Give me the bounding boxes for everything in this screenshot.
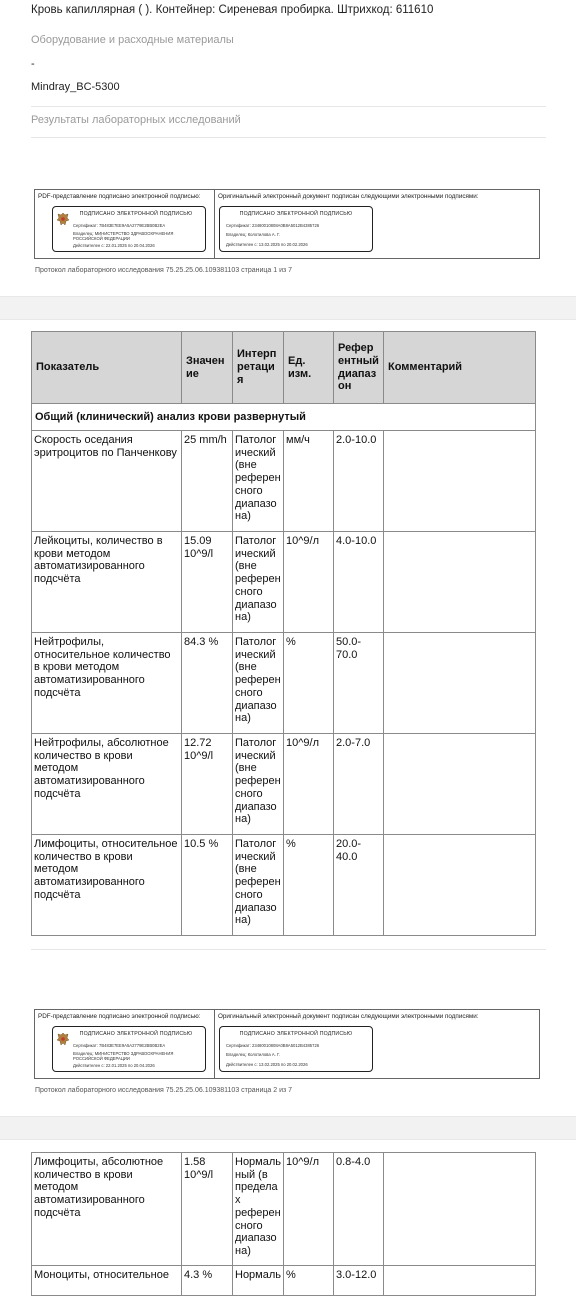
specimen-line: Кровь капиллярная ( ). Контейнер: Сиреневая пробирка. Штрихкод: 611610 [31,4,434,16]
divider [31,106,546,107]
stamp-title: ПОДПИСАНО ЭЛЕКТРОННОЙ ПОДПИСЬЮ [239,1031,353,1037]
table-row [32,734,536,835]
signature-block [34,1009,540,1079]
col-header-name: Показатель [32,332,182,404]
stamp-cert: Сертификат: 7B483E7EE9A5A2779E2BB0B2EA [73,1043,166,1048]
cell-value: 15.09 10^9/l [182,532,233,633]
cell-value: 1.58 10^9/l [182,1153,233,1266]
results-section-title: Результаты лабораторных исследований [31,114,241,126]
page-footer: Протокол лабораторного исследования 75.25.25.06.109381103 страница 1 из 7 [35,267,293,274]
page-footer: Протокол лабораторного исследования 75.25.25.06.109381103 страница 2 из 7 [35,1087,293,1094]
table-row [32,835,536,936]
stamp-cert: Сертификат: 23460010808A0B8A5012B4385726 [226,1043,320,1048]
cell-ref: 0.8-4.0 [334,1153,384,1266]
cell-interp: Патологический (вне референсного диапазона) [233,532,284,633]
table-row [32,431,536,532]
cell-ref: 50.0-70.0 [334,633,384,734]
original-signature-header: Оригинальный электронный документ подписан следующими электронными подписями: [218,1013,479,1020]
stamp-title: ПОДПИСАНО ЭЛЕКТРОННОЙ ПОДПИСЬЮ [79,1031,193,1037]
cell-ref: 2.0-10.0 [334,431,384,532]
stamp-owner: Владелец: Колотилова А. Г. [226,232,280,237]
cell-name: Лимфоциты, относительное количество в крови методом автоматизированного подсчёта [32,835,182,936]
table-row [32,1153,536,1266]
pdf-signature-header: PDF-представление подписано электронной подписью: [38,193,201,200]
stamp-cert: Сертификат: 23460010808A0B8A5012B4385726 [226,223,320,228]
cell-unit: 10^9/л [284,532,334,633]
cell-unit: % [284,1266,334,1296]
col-header-ref: Референтный диапазон [334,332,384,404]
cell-comment [384,835,536,936]
signature-block [34,189,540,259]
cell-ref: 4.0-10.0 [334,532,384,633]
cell-comment [384,532,536,633]
col-header-interp: Интерпретация [233,332,284,404]
cell-value: 12.72 10^9/l [182,734,233,835]
stamp-title: ПОДПИСАНО ЭЛЕКТРОННОЙ ПОДПИСЬЮ [239,211,353,217]
cell-name: Нейтрофилы, абсолютное количество в крови методом автоматизированного подсчёта [32,734,182,835]
cell-name: Моноциты, относительное [32,1266,182,1296]
stamp-valid: Действителен с: 13.02.2025 по 20.02.2026 [226,1062,308,1067]
signature-stamp [52,206,206,252]
cell-unit: 10^9/л [284,1153,334,1266]
cell-comment [384,1153,536,1266]
table-row [32,633,536,734]
stamp-owner: Владелец: МИНИСТЕРСТВО ЗДРАВООХРАНЕНИЯ РОССИЙСКОЙ ФЕДЕРАЦИИ [73,231,174,241]
stamp-title: ПОДПИСАНО ЭЛЕКТРОННОЙ ПОДПИСЬЮ [79,211,193,217]
cell-comment [384,734,536,835]
cell-name: Скорость оседания эритроцитов по Панченкову [32,431,182,532]
cell-interp: Патологический (вне референсного диапазона) [233,835,284,936]
stamp-valid: Действителен с: 22.01.2025 по 20.04.2026 [73,243,155,248]
device-name: Mindray_BC-5300 [31,81,120,93]
page-gap [0,1116,576,1140]
group-title: Общий (клинический) анализ крови развернутый [32,404,536,431]
divider [31,137,546,138]
table-row [32,1266,536,1296]
stamp-valid: Действителен с: 22.01.2025 по 20.04.2026 [73,1063,155,1068]
table-row [32,532,536,633]
col-header-comment: Комментарий [384,332,536,404]
pdf-signature-header: PDF-представление подписано электронной подписью: [38,1013,201,1020]
divider [31,949,546,950]
cell-unit: мм/ч [284,431,334,532]
results-table-continued [31,1152,536,1296]
cell-unit: % [284,835,334,936]
cell-ref: 20.0-40.0 [334,835,384,936]
cell-unit: 10^9/л [284,734,334,835]
cell-value: 10.5 % [182,835,233,936]
results-table [31,331,536,936]
equipment-section-title: Оборудование и расходные материалы [31,34,234,46]
signature-stamp [52,1026,206,1072]
cell-value: 4.3 % [182,1266,233,1296]
cell-ref: 2.0-7.0 [334,734,384,835]
cell-interp: Патологический (вне референсного диапазона) [233,734,284,835]
col-header-unit: Ед. изм. [284,332,334,404]
cell-value: 84.3 % [182,633,233,734]
table-header-row [32,332,536,404]
stamp-valid: Действителен с: 13.02.2025 по 20.02.2026 [226,242,308,247]
cell-interp: Нормаль [233,1266,284,1296]
stamp-owner: Владелец: МИНИСТЕРСТВО ЗДРАВООХРАНЕНИЯ РОССИЙСКОЙ ФЕДЕРАЦИИ [73,1051,174,1061]
cell-unit: % [284,633,334,734]
cell-interp: Нормальный (в пределах референсного диапазона) [233,1153,284,1266]
cell-interp: Патологический (вне референсного диапазона) [233,431,284,532]
stamp-cert: Сертификат: 7B483E7EE9A5A2779E2BB0B2EA [73,223,166,228]
cell-comment [384,431,536,532]
signature-stamp [219,1026,373,1072]
stamp-owner: Владелец: Колотилова А. Г. [226,1052,280,1057]
page-gap [0,296,576,320]
cell-ref: 3.0-12.0 [334,1266,384,1296]
cell-comment [384,1266,536,1296]
cell-interp: Патологический (вне референсного диапазона) [233,633,284,734]
cell-name: Нейтрофилы, относительное количество в крови методом автоматизированного подсчёта [32,633,182,734]
cell-value: 25 mm/h [182,431,233,532]
equipment-dash: - [31,58,35,70]
cell-name: Лимфоциты, абсолютное количество в крови методом автоматизированного подсчёта [32,1153,182,1266]
signature-stamp [219,206,373,252]
col-header-value: Значение [182,332,233,404]
cell-comment [384,633,536,734]
group-row [32,404,536,431]
cell-name: Лейкоциты, количество в крови методом автоматизированного подсчёта [32,532,182,633]
original-signature-header: Оригинальный электронный документ подписан следующими электронными подписями: [218,193,479,200]
